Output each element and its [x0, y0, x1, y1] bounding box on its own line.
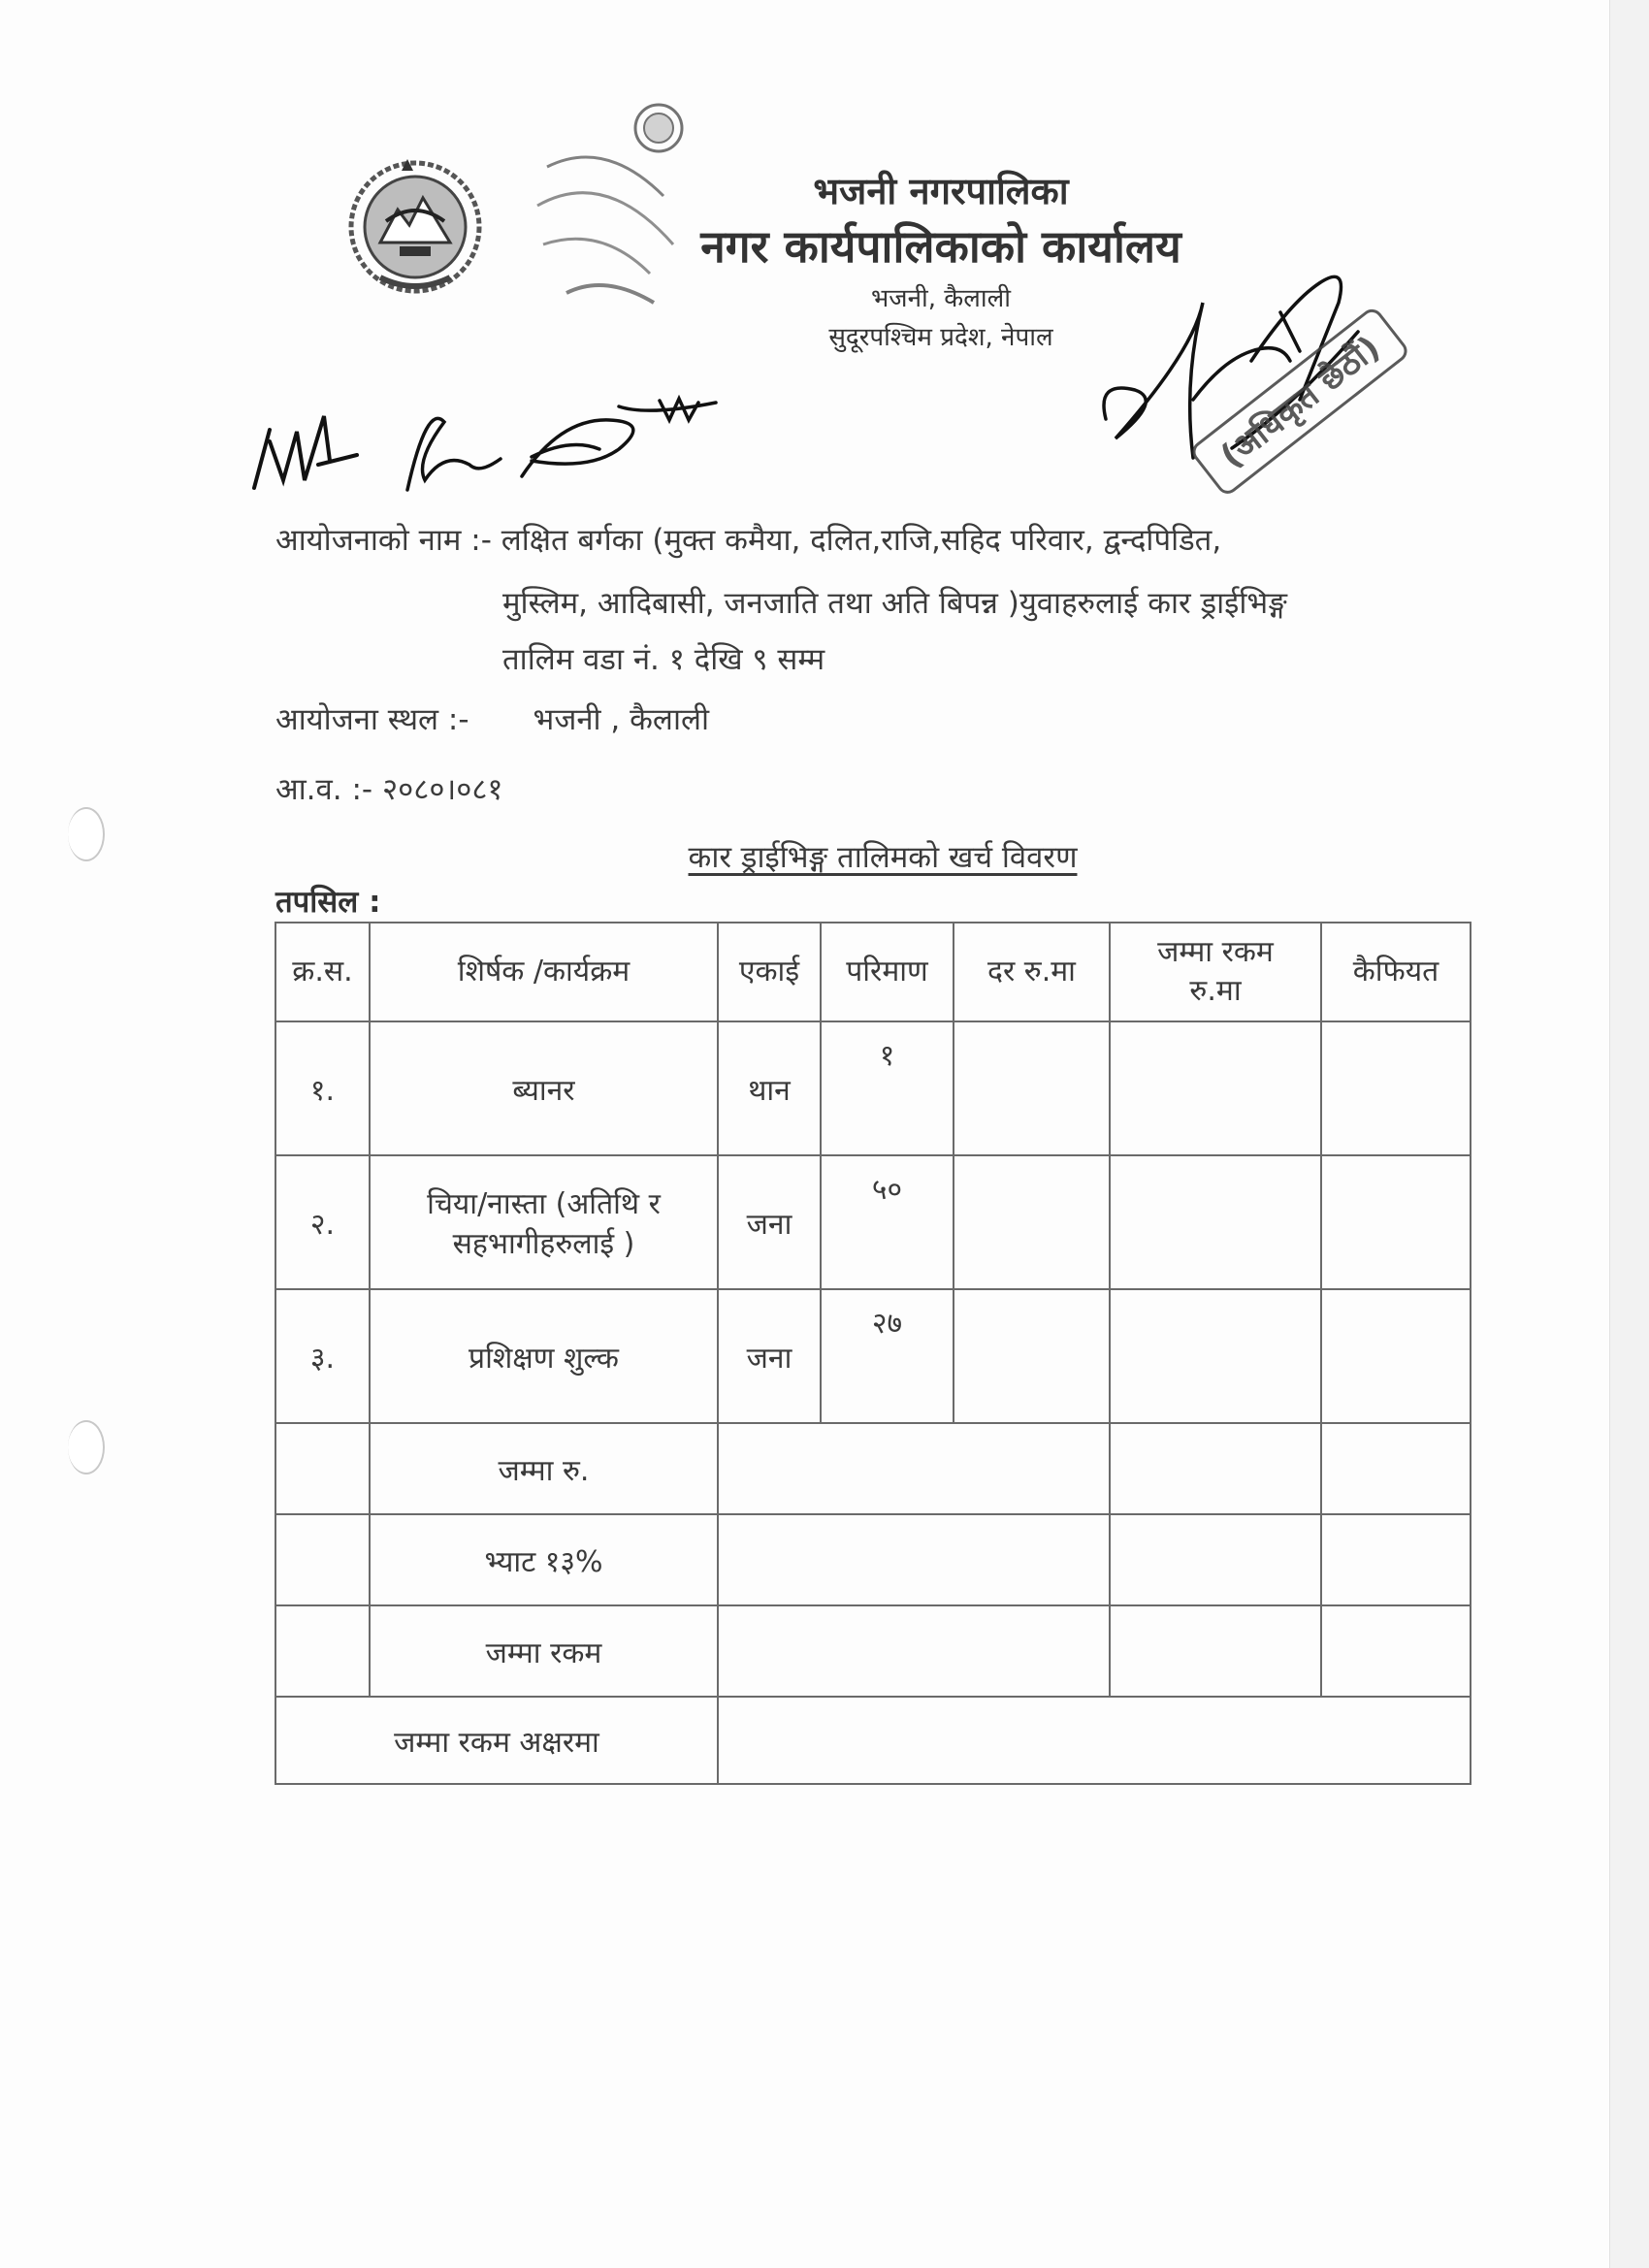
row-quantity-value: ५० — [871, 1173, 903, 1207]
project-place-value: भजनी , कैलाली — [533, 702, 710, 737]
row-quantity-value: २७ — [871, 1307, 903, 1341]
row-rate — [954, 1289, 1110, 1423]
row-title-line-1: ब्यानर — [512, 1073, 575, 1108]
row-rate — [954, 1021, 1110, 1155]
address-line-2: सुदूरपश्चिम प्रदेश, नेपाल — [828, 323, 1053, 352]
grand-total-blank — [718, 1605, 1110, 1697]
subtotal-remarks — [1321, 1423, 1471, 1514]
project-name-line-3: तालिम वडा नं. १ देखि ९ सम्म — [502, 642, 825, 677]
header-remarks: कैफियत — [1321, 923, 1471, 1021]
row-title — [370, 1021, 718, 1155]
row-remarks — [1321, 1021, 1471, 1155]
header-sn: क्र.स. — [275, 923, 370, 1021]
project-name-text: लक्षित बर्गका (मुक्त कमैया, दलित,राजि,सहिद परिवार, द्वन्दपिडित, — [501, 523, 1222, 558]
details-label: तपसिल : — [275, 885, 381, 920]
punch-hole-top — [68, 807, 105, 861]
vat-blank — [718, 1514, 1110, 1605]
in-words-value — [718, 1697, 1471, 1784]
table-row — [275, 1021, 1471, 1155]
row-title — [370, 1289, 718, 1423]
vat-sn — [275, 1514, 370, 1605]
row-title-line-1: प्रशिक्षण शुल्क — [469, 1341, 619, 1376]
row-unit: थान — [718, 1021, 821, 1155]
header-quantity: परिमाण — [821, 923, 954, 1021]
row-remarks — [1321, 1289, 1471, 1423]
row-amount — [1110, 1289, 1321, 1423]
row-title-line-2: सहभागीहरुलाई ) — [452, 1227, 635, 1261]
row-title-line-1: चिया/नास्ता (अतिथि र — [427, 1187, 661, 1221]
project-place — [275, 698, 709, 739]
row-quantity — [821, 1021, 954, 1155]
punch-hole-bottom — [68, 1420, 105, 1474]
officer-stamp — [1152, 289, 1434, 512]
grand-total-row — [275, 1605, 1471, 1697]
subtotal-amount — [1110, 1423, 1321, 1514]
header-rate: दर रु.मा — [954, 923, 1110, 1021]
header-unit: एकाई — [718, 923, 821, 1021]
grand-total-remarks — [1321, 1605, 1471, 1697]
vat-label: भ्याट १३% — [370, 1514, 718, 1605]
vat-row — [275, 1514, 1471, 1605]
in-words-label: जम्मा रकम अक्षरमा — [275, 1697, 718, 1784]
row-remarks — [1321, 1155, 1471, 1289]
signatures — [241, 383, 745, 509]
cost-table — [275, 922, 1471, 1785]
header-amount-line-2: रु.मा — [1189, 974, 1242, 1008]
row-rate — [954, 1155, 1110, 1289]
office-name: नगर कार्यपालिकाको कार्यालय — [700, 220, 1181, 273]
table-row — [275, 1289, 1471, 1423]
row-title — [370, 1155, 718, 1289]
row-quantity — [821, 1289, 954, 1423]
row-sn: २. — [275, 1155, 370, 1289]
grand-total-amount — [1110, 1605, 1321, 1697]
address-line-1: भजनी, कैलाली — [871, 284, 1011, 313]
row-quantity — [821, 1155, 954, 1289]
subtotal-sn — [275, 1423, 370, 1514]
row-amount — [1110, 1021, 1321, 1155]
fiscal-year: आ.व. :- २०८०।०८१ — [275, 772, 503, 807]
grand-total-label: जम्मा रकम — [370, 1605, 718, 1697]
project-name-label: आयोजनाको नाम :- — [275, 523, 492, 558]
project-name-line-1 — [275, 519, 1221, 560]
subtotal-row — [275, 1423, 1471, 1514]
row-unit: जना — [718, 1155, 821, 1289]
subtotal-label: जम्मा रु. — [370, 1423, 718, 1514]
row-sn: ३. — [275, 1289, 370, 1423]
row-sn: १. — [275, 1021, 370, 1155]
in-words-row — [275, 1697, 1471, 1784]
officer-stamp-text: (अधिकृत छैठौं) — [1212, 328, 1388, 476]
header-amount-line-1: जम्मा रकम — [1157, 934, 1274, 969]
document-title: कार ड्राईभिङ्ग तालिमको खर्च विवरण — [688, 840, 1078, 875]
header-amount — [1110, 923, 1321, 1021]
vat-remarks — [1321, 1514, 1471, 1605]
grand-total-sn — [275, 1605, 370, 1697]
vat-amount — [1110, 1514, 1321, 1605]
table-row — [275, 1155, 1471, 1289]
nepal-emblem-icon — [341, 153, 489, 301]
municipality-name: भजनी नगरपालिका — [813, 170, 1069, 212]
row-quantity-value: १ — [879, 1039, 895, 1073]
row-unit: जना — [718, 1289, 821, 1423]
header-title: शिर्षक /कार्यक्रम — [370, 923, 718, 1021]
row-amount — [1110, 1155, 1321, 1289]
table-header-row — [275, 923, 1471, 1021]
subtotal-blank — [718, 1423, 1110, 1514]
scan-edge — [1609, 0, 1649, 2268]
project-place-label: आयोजना स्थल :- — [275, 702, 469, 737]
project-name-line-2: मुस्लिम, आदिबासी, जनजाति तथा अति बिपन्न )युवाहरुलाई कार ड्राईभिङ्ग — [502, 586, 1287, 621]
